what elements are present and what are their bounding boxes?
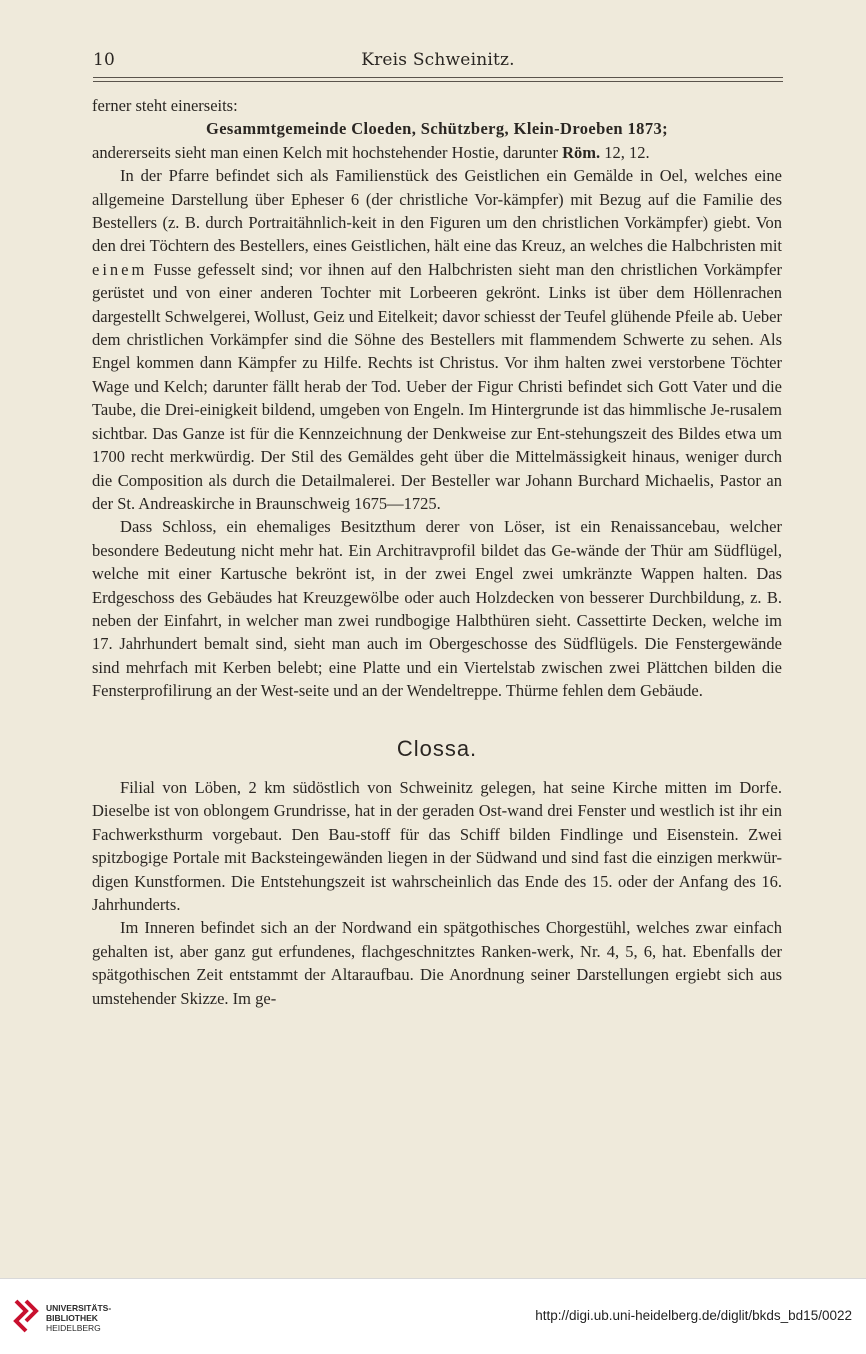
library-line: HEIDELBERG	[46, 1323, 101, 1333]
logo-stroke	[16, 1301, 26, 1331]
body-text	[92, 94, 782, 1010]
paragraph	[92, 164, 782, 515]
library-line: UNIVERSITÄTS-	[46, 1303, 112, 1313]
running-head	[93, 50, 783, 74]
paragraph: Dass Schloss, ein ehemaliges Besitzthum derer von Löser, ist ein Renaissancebau, welcher besondere Bedeutung nicht mehr hat. Ein Architravprofil bildet das Ge-wände der Thür am Südflügel, welche mit einer Kartusche bekrönt ist, in der zwei Engel zwei umkränzte Wappen halten. Das Erdgeschoss des Gebäudes hat Kreuzgewölbe oder auch Holzdecken von besserer Durchbildung, z. B. neben der Einfahrt, in welcher man zwei rundbogige Halbthüren sieht. Cassettirte Decken, welche im 17. Jahrhundert bemalt sind, sieht man auch im Obergeschosse des Südflügels. Die Fenstergewände sind mehrfach mit Kerben belebt; eine Platte und ein Viertelstab zwischen zwei Plättchen bilden die Fensterprofilirung an der West-seite und an der Wendeltreppe. Thürme fehlen dem Gebäude.	[92, 517, 782, 701]
section-heading: Clossa.	[396, 735, 478, 761]
library-logo-icon	[12, 1299, 40, 1335]
paragraph: Im Inneren befindet sich an der Nordwand ein spätgothisches Chorgestühl, welches zwar einfach gehalten ist, aber ganz gut erfundenes, flachgeschnitztes Ranken-werk, Nr. 4, 5, 6, hat. Ebenfalls der spätgothischen Zeit entstammt der Altaraufbau. Die Anordnung seiner Darstellungen ergiebt sich aus umstehender Skizze. Im ge-	[92, 918, 782, 1008]
permalink-url[interactable]: http://digi.ub.uni-heidelberg.de/diglit/bkds_bd15/0022	[535, 1308, 852, 1323]
emphasis-spaced: einem	[92, 259, 148, 279]
header-rule	[93, 77, 783, 82]
library-name	[46, 1303, 111, 1333]
inscription-line: Gesammtgemeinde Cloeden, Schützberg, Klein-Droeben 1873;	[205, 119, 669, 139]
text-run: andererseits sieht man einen Kelch mit hochstehender Hostie, darunter	[92, 142, 563, 162]
text-run: In der Pfarre befindet sich als Familienstück des Geistlichen ein Gemälde in Oel, welches eine allgemeine Darstellung über Epheser 6 (der christliche Vor-kämpfer) mit Bezug auf die Familie des Bestellers (z. B. durch Portraitähnlich-keit in den Figuren um den christlichen Vorkämpfer) giebt. Von den drei Töchtern des Bestellers, eines Geistlichen, hält eine das Kreuz, an welches die Halbchristen mit	[92, 166, 782, 256]
text-run: 12, 12.	[600, 142, 650, 162]
paragraph: ferner steht einerseits:	[92, 96, 238, 115]
viewer-footer	[0, 1278, 866, 1354]
library-line: BIBLIOTHEK	[46, 1313, 98, 1323]
page-number: 10	[93, 50, 116, 70]
text-run: Fusse gefesselt sind; vor ihnen auf den Halbchristen sieht man den christlichen Vorkämpfer gerüstet und von einer anderen Tochter mit Lorbeeren gekrönt. Links ist über dem Höllenrachen dargestellt Schwelgerei, Wollust, Geiz und Eitelkeit; davor schiesst der Teufel glühende Pfeile ab. Ueber dem christlichen Vorkämpfer sind die Söhne des Bestellers mit flammendem Schwerte zu sehen. Als Engel kommen dann Kämpfer zu Hilfe. Rechts ist Christus. Vor ihm halten zwei verstorbene Töchter Wage und Kelch; darunter fällt herab der Tod. Ueber der Figur Christi befindet sich Gott Vater und die Taube, die Drei-einigkeit bildend, umgeben von Engeln. Im Hintergrunde ist das himmlische Je-rusalem sichtbar. Das Ganze ist für die Kennzeichnung der Denkweise zur Ent-stehungszeit des Bildes etwa um 1700 recht merkwürdig. Der Stil des Gemäldes geht über die Mittelmässigkeit hinaus, weniger durch die Composition als durch die Detailmalerei. Der Besteller war Johann Burchard Michaelis, Pastor an der St. Andreaskirche in Braunschweig 1675—1725.	[92, 259, 782, 513]
paragraph: Filial von Löben, 2 km südöstlich von Schweinitz gelegen, hat seine Kirche mitten im Dorfe. Dieselbe ist von oblongem Grundrisse, hat in der geraden Ost-wand drei Fenster und westlich ist ihr ein Fachwerksthurm vorgebaut. Den Bau-stoff für das Schiff bilden Findlinge und Eisenstein. Zwei spitzbogige Portale mit Backsteingewänden liegen in der Südwand und sind fast die einzigen merkwür-digen Kunstformen. Die Entstehungszeit ist wahrscheinlich das Ende des 15. oder der Anfang des 16. Jahrhunderts.	[92, 777, 782, 914]
running-title: Kreis Schweinitz.	[361, 50, 515, 70]
bible-reference: Röm.	[562, 142, 601, 162]
paragraph	[92, 141, 782, 164]
